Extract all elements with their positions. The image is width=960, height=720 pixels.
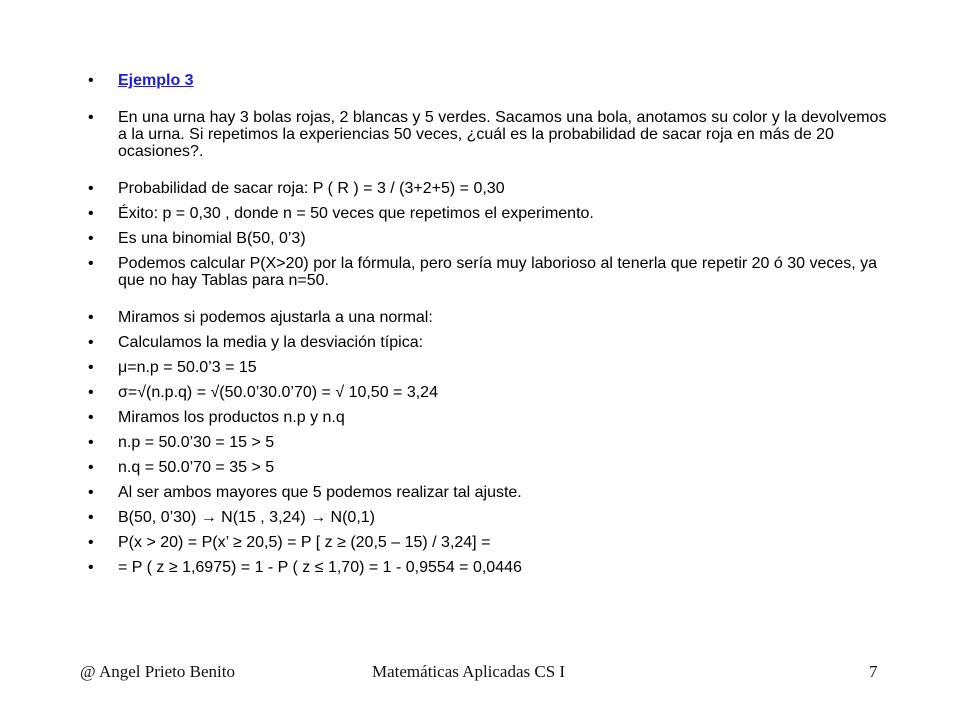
step-text: μ=n.p = 50.0’3 = 15 xyxy=(118,359,257,376)
step-item xyxy=(88,459,888,476)
step-text: Probabilidad de sacar roja: P ( R ) = 3 / (3+2+5) = 0,30 xyxy=(118,180,505,197)
step-item xyxy=(88,559,888,576)
step-item xyxy=(88,534,888,551)
bullet-icon: • xyxy=(88,484,94,501)
step-item xyxy=(88,334,888,351)
bullet-icon: • xyxy=(88,205,94,222)
step-text: Calculamos la media y la desviación típica: xyxy=(118,334,424,351)
step-item xyxy=(88,309,888,326)
step-item xyxy=(88,255,888,289)
footer-course: Matemáticas Aplicadas CS I xyxy=(372,662,566,681)
bullet-icon: • xyxy=(88,384,94,401)
step-text: Es una binomial B(50, 0’3) xyxy=(118,230,306,247)
step-item xyxy=(88,484,888,501)
step-item xyxy=(88,434,888,451)
problem-item xyxy=(88,109,888,160)
title-item xyxy=(88,72,888,89)
step-item xyxy=(88,205,888,222)
footer-author: @ Angel Prieto Benito xyxy=(80,662,235,681)
bullet-icon: • xyxy=(88,309,94,326)
bullet-icon: • xyxy=(88,434,94,451)
problem-text: En una urna hay 3 bolas rojas, 2 blancas y 5 verdes. Sacamos una bola, anotamos su color y la devolvemos a la urna. Si repetimos la experiencias 50 veces, ¿cuál es la probabilidad de sacar roja en más de 20 ocasiones?. xyxy=(118,109,887,160)
step-text: n.p = 50.0’30 = 15 > 5 xyxy=(118,434,275,451)
step-text: Al ser ambos mayores que 5 podemos realizar tal ajuste. xyxy=(118,484,522,501)
bullet-icon: • xyxy=(88,72,94,89)
bullet-icon: • xyxy=(88,459,94,476)
step-item xyxy=(88,409,888,426)
step-text: = P ( z ≥ 1,6975) = 1 - P ( z ≤ 1,70) = 1 - 0,9554 = 0,0446 xyxy=(118,559,522,576)
step-text: Podemos calcular P(X>20) por la fórmula, pero sería muy laborioso al tenerla que repetir 20 ó 30 veces, ya que no hay Tablas para n=50. xyxy=(118,255,878,289)
example-title-link[interactable]: Ejemplo 3 xyxy=(118,72,194,89)
step-text: σ=√(n.p.q) = √(50.0’30.0’70) = √ 10,50 = 3,24 xyxy=(118,384,438,401)
step-text: n.q = 50.0’70 = 35 > 5 xyxy=(118,459,275,476)
bullet-icon: • xyxy=(88,255,94,272)
bullet-icon: • xyxy=(88,559,94,576)
step-item xyxy=(88,509,888,526)
step-text: P(x > 20) = P(x’ ≥ 20,5) = P [ z ≥ (20,5 – 15) / 3,24] = xyxy=(118,534,491,551)
step-text: Miramos los productos n.p y n.q xyxy=(118,409,345,426)
bullet-icon: • xyxy=(88,180,94,197)
step-item xyxy=(88,180,888,197)
footer-page-number: 7 xyxy=(869,662,878,681)
step-item xyxy=(88,359,888,376)
bullet-icon: • xyxy=(88,109,94,126)
bullet-icon: • xyxy=(88,509,94,526)
bullet-icon: • xyxy=(88,334,94,351)
bullet-icon: • xyxy=(88,230,94,247)
step-item xyxy=(88,230,888,247)
step-text: B(50, 0’30) → N(15 , 3,24) → N(0,1) xyxy=(118,509,375,526)
step-text: Éxito: p = 0,30 , donde n = 50 veces que repetimos el experimento. xyxy=(118,205,594,222)
content-list xyxy=(88,72,888,576)
bullet-icon: • xyxy=(88,359,94,376)
bullet-icon: • xyxy=(88,409,94,426)
step-text: Miramos si podemos ajustarla a una normal: xyxy=(118,309,433,326)
step-item xyxy=(88,384,888,401)
bullet-icon: • xyxy=(88,534,94,551)
